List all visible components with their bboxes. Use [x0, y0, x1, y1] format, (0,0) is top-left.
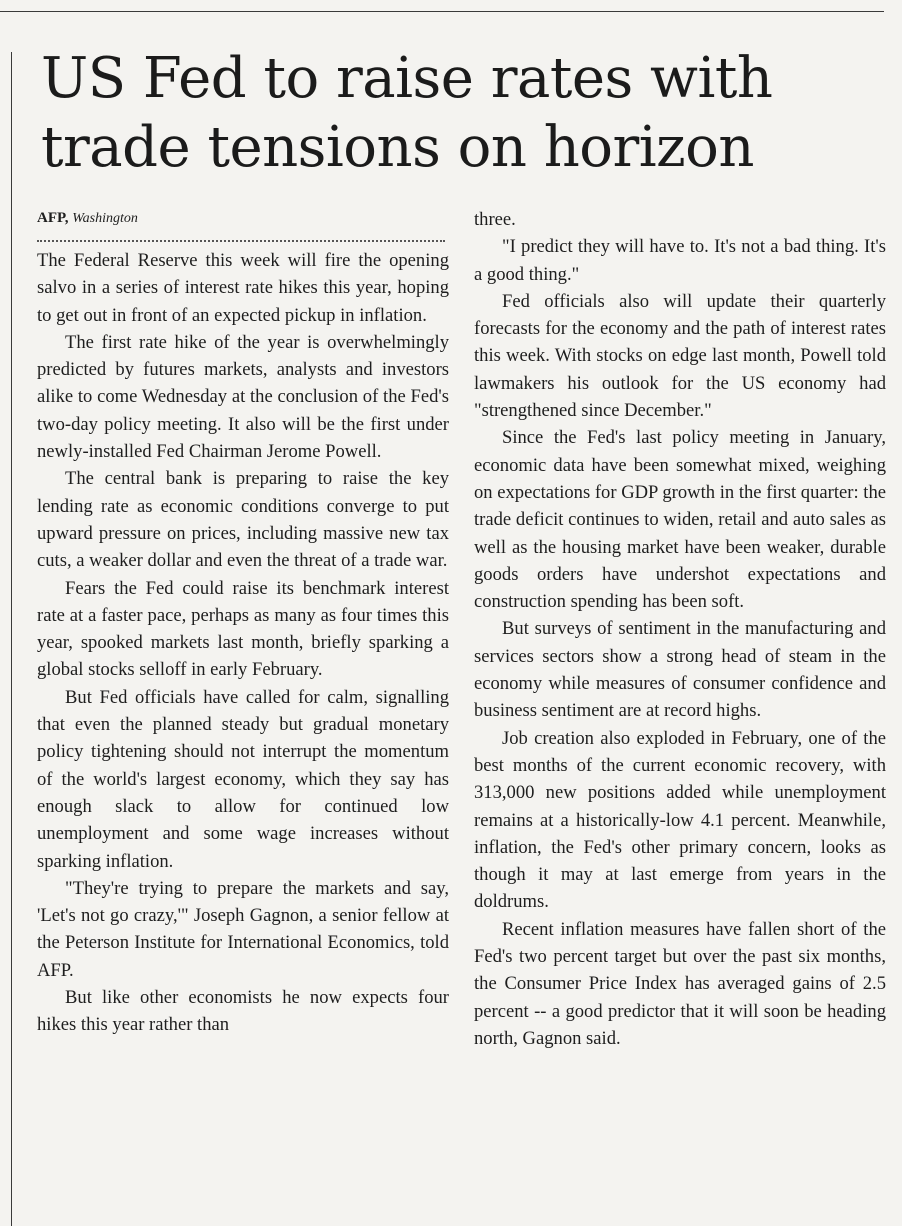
paragraph: "They're trying to prepare the markets and say, 'Let's not go crazy,'" Joseph Gagnon, a senior fellow at the Peterson Institute for International Economics, told AFP. [37, 877, 449, 981]
top-rule [0, 11, 884, 12]
article-column-left [37, 206, 449, 1039]
headline: US Fed to raise rates with trade tensions on horizon [41, 46, 773, 180]
paragraph: Recent inflation measures have fallen short of the Fed's two percent target but over the past six months, the Consumer Price Index has averaged gains of 2.5 percent -- a good predictor that it will soon be heading north, Gagnon said. [474, 918, 886, 1049]
left-column-rule [11, 52, 12, 1226]
paragraph: "I predict they will have to. It's not a bad thing. It's a good thing." [474, 236, 886, 285]
paragraph: Job creation also exploded in February, one of the best months of the current economic recovery, with 313,000 new positions added while unemployment remains at a historically-low 4.1 percent. Meanwhile, inflation, the Fed's other primary concern, looks as though it may at last emerge from years in the doldrums. [474, 727, 886, 913]
paragraph: The central bank is preparing to raise the key lending rate as economic conditions converge to put upward pressure on prices, including massive new tax cuts, a weaker dollar and even the threat of a trade war. [37, 468, 449, 572]
paragraph: Fears the Fed could raise its benchmark interest rate at a faster pace, perhaps as many as four times this year, spooked markets last month, briefly sparking a global stocks selloff in early February. [37, 577, 449, 681]
paragraph-continuation: three. [474, 209, 516, 230]
paragraph: The first rate hike of the year is overwhelmingly predicted by futures markets, analysts and investors alike to come Wednesday at the conclusion of the Fed's two-day policy meeting. It also will be the first under newly-installed Fed Chairman Jerome Powell. [37, 331, 449, 463]
byline-agency: AFP, [37, 210, 69, 226]
paragraph: But surveys of sentiment in the manufacturing and services sectors show a strong head of steam in the economy while measures of consumer confidence and business sentiment are at record highs. [474, 618, 886, 722]
paragraph: But like other economists he now expects four hikes this year rather than [37, 987, 449, 1036]
byline [37, 206, 449, 231]
paragraph: Since the Fed's last policy meeting in January, economic data have been somewhat mixed, weighing on expectations for GDP growth in the first quarter: the trade deficit continues to widen, retail and auto sales as well as the housing market have been weaker, durable goods orders have undershot expectations and construction spending has been soft. [474, 427, 886, 613]
dotted-divider [37, 240, 445, 242]
article-column-right [474, 206, 886, 1052]
paragraph: The Federal Reserve this week will fire the opening salvo in a series of interest rate hikes this year, hoping to get out in front of an expected pickup in inflation. [37, 250, 449, 326]
byline-location: Washington [72, 211, 138, 226]
paragraph: But Fed officials have called for calm, signalling that even the planned steady but gradual monetary policy tightening should not interrupt the momentum of the world's largest economy, which they say has enough slack to allow for continued low unemployment and some wage increases without sparking inflation. [37, 686, 449, 872]
paragraph: Fed officials also will update their quarterly forecasts for the economy and the path of interest rates this week. With stocks on edge last month, Powell told lawmakers his outlook for the US economy had "strengthened since December." [474, 290, 886, 422]
